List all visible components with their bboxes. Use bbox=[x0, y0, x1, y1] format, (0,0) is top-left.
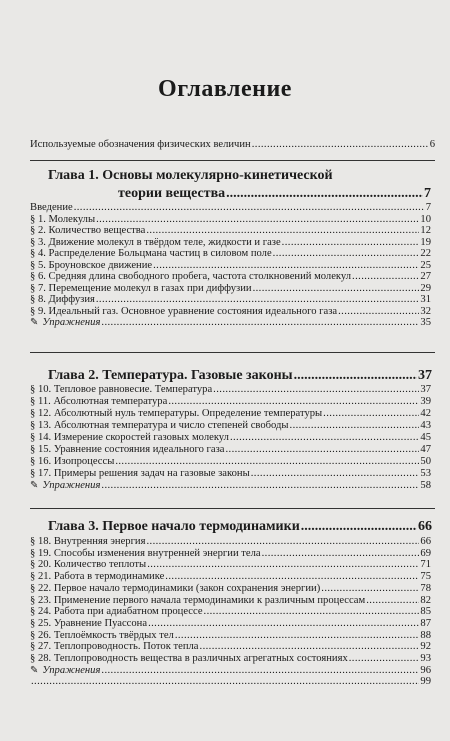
leader-dots bbox=[251, 468, 420, 479]
leader-dots bbox=[101, 480, 419, 491]
toc-entry-label: Введение bbox=[30, 202, 73, 213]
toc-entry[interactable] bbox=[30, 420, 431, 431]
toc-entry-label: § 10. Тепловое равновесие. Температура bbox=[30, 384, 213, 395]
chapter-1-heading[interactable] bbox=[118, 186, 431, 202]
exercises-label: Упражнения bbox=[42, 317, 101, 328]
leader-dots bbox=[147, 559, 419, 570]
leader-dots bbox=[262, 548, 420, 559]
toc-entry[interactable] bbox=[30, 432, 431, 443]
toc-entry-page: 12 bbox=[420, 225, 431, 236]
toc-entry-page: 58 bbox=[420, 480, 431, 491]
toc-entry-label: § 21. Работа в термодинамике bbox=[30, 571, 165, 583]
leader-dots bbox=[273, 248, 420, 259]
leader-dots bbox=[153, 260, 419, 271]
toc-entry[interactable] bbox=[30, 444, 431, 455]
toc-entry-page: 22 bbox=[420, 248, 431, 259]
toc-entry-page: 19 bbox=[420, 236, 431, 248]
toc-entry[interactable] bbox=[30, 641, 431, 652]
toc-entry-page: 45 bbox=[420, 432, 431, 443]
leader-dots bbox=[146, 536, 419, 547]
toc-entry-page: 35 bbox=[420, 317, 431, 328]
toc-entry-page: 53 bbox=[420, 468, 431, 479]
leader-dots bbox=[175, 630, 420, 641]
toc-entry-label: § 18. Внутренняя энергия bbox=[30, 536, 146, 547]
toc-entry[interactable] bbox=[30, 294, 431, 305]
toc-entry[interactable] bbox=[30, 396, 431, 407]
toc-entry-label: § 7. Перемещение молекул в газах при диффузии bbox=[30, 282, 252, 294]
chapter-2-heading[interactable] bbox=[48, 368, 432, 384]
divider bbox=[30, 352, 435, 353]
leader-dots bbox=[96, 214, 419, 225]
leader-dots bbox=[252, 139, 429, 150]
toc-entry-exercises[interactable] bbox=[30, 665, 431, 676]
pencil-icon: ✎ bbox=[30, 480, 39, 491]
chapter-2-title: Глава 2. Температура. Газовые законы bbox=[48, 368, 293, 383]
divider bbox=[30, 508, 435, 509]
toc-entry-label: § 8. Диффузия bbox=[30, 294, 95, 305]
toc-entry[interactable] bbox=[30, 536, 431, 547]
leader-dots bbox=[253, 283, 420, 294]
toc-entry-page: 69 bbox=[420, 547, 431, 559]
toc-entry-page: 93 bbox=[420, 653, 431, 664]
toc-entry[interactable] bbox=[30, 559, 431, 570]
page-title: Оглавление bbox=[158, 76, 292, 102]
toc-entry-exercises[interactable] bbox=[30, 480, 431, 491]
exercises-label: Упражнения bbox=[42, 480, 101, 491]
toc-entry-notation[interactable] bbox=[30, 139, 435, 150]
pencil-icon: ✎ bbox=[30, 317, 39, 328]
toc-entry-page: 27 bbox=[420, 271, 431, 282]
toc-entry-label: § 4. Распределение Больцмана частиц в силовом поле bbox=[30, 248, 272, 259]
leader-dots bbox=[301, 519, 417, 535]
leader-dots bbox=[366, 595, 419, 606]
toc-entry-label: § 23. Применение первого начала термодинамики к различным процессам bbox=[30, 594, 366, 606]
toc-entry-label: § 16. Изопроцессы bbox=[30, 456, 115, 467]
leader-dots bbox=[282, 237, 420, 248]
toc-entry-page: 82 bbox=[420, 594, 431, 606]
chapter-2-page: 37 bbox=[418, 368, 432, 383]
chapter-1-title-line2: теории вещества bbox=[118, 186, 226, 201]
toc-entry-label: § 1. Молекулы bbox=[30, 213, 96, 225]
toc-entry-page: 7 bbox=[425, 202, 431, 213]
toc-entry-page: 75 bbox=[420, 571, 431, 583]
toc-entry-label: § 9. Идеальный газ. Основное уравнение состояния идеального газа bbox=[30, 305, 338, 317]
toc-entry[interactable] bbox=[30, 283, 431, 294]
toc-entry-page: 47 bbox=[420, 444, 431, 455]
toc-entry-page: 39 bbox=[420, 396, 431, 407]
toc-entry[interactable] bbox=[30, 408, 431, 419]
leader-dots bbox=[349, 653, 420, 664]
toc-entry-page: 25 bbox=[420, 259, 431, 271]
leader-dots bbox=[225, 444, 419, 455]
toc-entry-page: 32 bbox=[420, 305, 431, 317]
leader-dots bbox=[352, 271, 419, 282]
toc-entry-page: 88 bbox=[420, 629, 431, 641]
toc-entry-page: 43 bbox=[420, 420, 431, 431]
toc-entry-page: 96 bbox=[420, 664, 431, 676]
toc-entry-label: § 11. Абсолютная температура bbox=[30, 396, 168, 407]
leader-dots bbox=[213, 384, 419, 395]
toc-entry-label: Используемые обозначения физических величин bbox=[30, 139, 251, 150]
toc-entry-label: § 14. Измерение скоростей газовых молекул bbox=[30, 432, 229, 443]
toc-entry[interactable] bbox=[30, 456, 431, 467]
toc-entry-label: § 3. Движение молекул в твёрдом теле, жидкости и газе bbox=[30, 236, 281, 248]
toc-entry-page: 78 bbox=[420, 582, 431, 594]
toc-entry-label: § 2. Количество вещества bbox=[30, 225, 146, 236]
toc-entry-label: § 28. Теплопроводность вещества в различных агрегатных состояниях bbox=[30, 653, 348, 664]
toc-entry-label: § 26. Теплоёмкость твёрдых тел bbox=[30, 629, 174, 641]
toc-entry[interactable] bbox=[30, 202, 431, 213]
leader-dots bbox=[115, 456, 419, 467]
toc-entry[interactable] bbox=[30, 384, 431, 395]
toc-entry-label: § 25. Уравнение Пуассона bbox=[30, 617, 148, 629]
toc-entry-page: 10 bbox=[420, 213, 431, 225]
chapter-3-heading[interactable] bbox=[48, 519, 432, 535]
divider bbox=[30, 160, 435, 161]
leader-dots bbox=[290, 420, 420, 431]
toc-entry[interactable] bbox=[30, 618, 431, 629]
toc-entry[interactable] bbox=[30, 260, 431, 271]
toc-entry-exercises[interactable] bbox=[30, 317, 431, 328]
toc-entry-label: § 15. Уравнение состояния идеального газа bbox=[30, 444, 225, 455]
toc-entry-page: 37 bbox=[420, 384, 431, 395]
exercises-label: Упражнения bbox=[42, 664, 101, 676]
toc-entry-extra[interactable] bbox=[30, 676, 431, 687]
toc-entry[interactable] bbox=[30, 583, 431, 594]
toc-entry[interactable] bbox=[30, 225, 431, 236]
toc-entry[interactable] bbox=[30, 248, 431, 259]
leader-dots bbox=[168, 396, 419, 407]
leader-dots bbox=[31, 676, 419, 687]
leader-dots bbox=[204, 606, 420, 617]
leader-dots bbox=[74, 202, 425, 213]
toc-entry[interactable] bbox=[30, 214, 431, 225]
leader-dots bbox=[294, 368, 417, 384]
toc-entry-label: § 20. Количество теплоты bbox=[30, 559, 147, 571]
toc-entry-label: § 19. Способы изменения внутренней энергии тела bbox=[30, 547, 261, 559]
chapter-1-page: 7 bbox=[424, 186, 431, 201]
leader-dots bbox=[226, 186, 423, 202]
toc-entry-label: § 17. Примеры решения задач на газовые законы bbox=[30, 468, 250, 479]
leader-dots bbox=[96, 294, 420, 305]
toc-entry-label: § 13. Абсолютная температура и число степеней свободы bbox=[30, 420, 289, 431]
toc-entry-label: § 12. Абсолютный нуль температуры. Определение температуры bbox=[30, 408, 323, 419]
toc-entry[interactable] bbox=[30, 468, 431, 479]
toc-entry-label: § 24. Работа при адиабатном процессе bbox=[30, 606, 203, 618]
leader-dots bbox=[323, 408, 419, 419]
toc-entry-page: 85 bbox=[420, 606, 431, 618]
chapter-3-title: Глава 3. Первое начало термодинамики bbox=[48, 519, 300, 534]
leader-dots bbox=[200, 641, 420, 652]
toc-entry-label: § 22. Первое начало термодинамики (закон сохранения энергии) bbox=[30, 582, 321, 594]
toc-entry[interactable] bbox=[30, 571, 431, 582]
toc-entry-page: 6 bbox=[429, 139, 435, 150]
toc-entry-page: 71 bbox=[420, 559, 431, 571]
leader-dots bbox=[101, 317, 419, 328]
toc-entry[interactable] bbox=[30, 271, 431, 282]
pencil-icon: ✎ bbox=[30, 664, 39, 676]
leader-dots bbox=[148, 618, 419, 629]
toc-entry-page: 87 bbox=[420, 617, 431, 629]
leader-dots bbox=[321, 583, 419, 594]
toc-entry-page: 29 bbox=[420, 282, 431, 294]
toc-entry-page: 42 bbox=[420, 408, 431, 419]
toc-entry-label: § 5. Броуновское движение bbox=[30, 259, 153, 271]
toc-entry[interactable] bbox=[30, 548, 431, 559]
toc-entry[interactable] bbox=[30, 630, 431, 641]
toc-entry[interactable] bbox=[30, 606, 431, 617]
toc-entry-page: 50 bbox=[420, 456, 431, 467]
toc-entry-page: 92 bbox=[420, 641, 431, 653]
toc-entry-page: 66 bbox=[420, 536, 431, 547]
toc-entry-label: § 27. Теплопроводность. Поток тепла bbox=[30, 641, 199, 653]
toc-entry[interactable] bbox=[30, 237, 431, 248]
toc-entry[interactable] bbox=[30, 306, 431, 317]
leader-dots bbox=[230, 432, 419, 443]
chapter-3-page: 66 bbox=[418, 519, 432, 534]
leader-dots bbox=[101, 665, 419, 676]
toc-entry[interactable] bbox=[30, 595, 431, 606]
leader-dots bbox=[146, 225, 419, 236]
toc-entry-label: § 6. Средняя длина свободного пробега, частота столкновений молекул bbox=[30, 271, 352, 282]
leader-dots bbox=[165, 571, 419, 582]
leader-dots bbox=[338, 306, 419, 317]
chapter-1-title-line1: Глава 1. Основы молекулярно-кинетической bbox=[48, 168, 333, 183]
toc-entry-page: 31 bbox=[420, 294, 431, 305]
toc-entry[interactable] bbox=[30, 653, 431, 664]
toc-entry-page: 99 bbox=[420, 676, 431, 688]
